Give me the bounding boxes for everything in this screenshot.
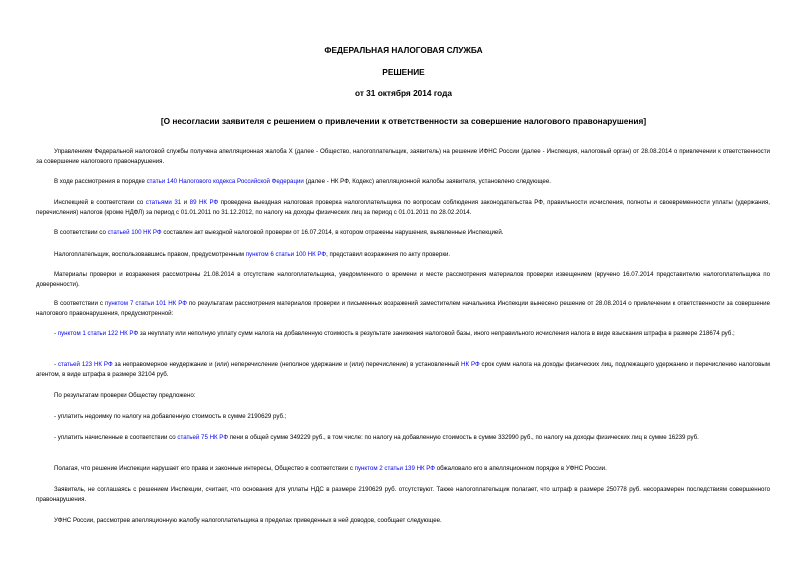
link-article-89[interactable]: 89 НК РФ xyxy=(189,199,219,206)
paragraph-pay-penalties: - уплатить начисленные в соответствии со статьей 75 НК РФ пени в общей сумме 349229 руб., в том числе: по налогу на добавленную стоимость в сумме 332990 руб., по налогу на доходы физических лиц в сумме 16239 руб. xyxy=(54,434,699,441)
document-subject: [О несогласии заявителя с решением о привлечении к ответственности за совершение налогового правонарушения] xyxy=(160,116,647,126)
link-article-140[interactable]: статьи 140 Налогового кодекса Российской Федерации xyxy=(146,178,304,185)
paragraph-complaint-received: Управлением Федеральной налоговой службы получена апелляционная жалоба X (далее - Общество, налогоплательщик, заявитель) на решение ИФНС России (далее - Инспекция, налоговый орган) от 28.08.2014 о привлечении к ответственности за совершение налогового правонарушения. xyxy=(36,148,770,165)
link-article-123[interactable]: статьей 123 НК РФ xyxy=(57,361,113,368)
link-article-31[interactable]: статьями 31 xyxy=(145,199,182,206)
paragraph-audit-act: В соответствии со статьей 100 НК РФ составлен акт выездной налоговой проверки от 16.07.2014, в котором отражены нарушения, выявленные Инспекцией. xyxy=(54,229,504,236)
link-article-122[interactable]: пунктом 1 статьи 122 НК РФ xyxy=(57,330,139,337)
paragraph-materials-reviewed: Материалы проверки и возражения рассмотрены 21.08.2014 в отсутствие налогоплательщика, уведомленного о времени и месте рассмотрения материалов проверки извещением (вручено 16.07.2014 представителю налогоплательщика по доверенности). xyxy=(36,271,770,288)
paragraph-decision: В соответствии с пунктом 7 статьи 101 НК РФ по результатам рассмотрения материалов проверки и письменных возражений заместителем начальника Инспекции вынесено решение от 28.08.2014 о привлечении к ответственности за совершение налогового правонарушения, предусмотренной: xyxy=(36,300,771,317)
paragraph-liability-122: - пунктом 1 статьи 122 НК РФ за неуплату или неполную уплату сумм налога на добавленную стоимость в результате занижения налоговой базы, иного неправильного исчисления налога в виде взыскания штрафа в размере 218674 руб.; xyxy=(54,330,735,337)
link-article-75[interactable]: статьей 75 НК РФ xyxy=(177,434,228,441)
paragraph-ufns-review: УФНС России, рассмотрев апелляционную жалобу налогоплательщика в пределах приведенных в ней доводов, сообщает следующее. xyxy=(54,517,442,524)
link-tax-code[interactable]: НК РФ xyxy=(461,361,480,368)
paragraph-proposed: По результатам проверки Обществу предложено: xyxy=(54,392,196,399)
paragraph-objections: Налогоплательщик, воспользовавшись правом, предусмотренным пунктом 6 статьи 100 НК РФ, представил возражения по акту проверки. xyxy=(54,251,451,258)
paragraph-applicant-position: Заявитель, не соглашаясь с решением Инспекции, считает, что основания для уплаты НДС в размере 2190629 руб. отсутствуют. Также налогоплательщик полагает, что штраф в размере 250778 руб. несоразмерен последствиям совершенного правонарушения. xyxy=(36,486,770,503)
link-article-139-p2[interactable]: пунктом 2 статьи 139 НК РФ xyxy=(354,465,435,472)
paragraph-pay-arrears: - уплатить недоимку по налогу на добавленную стоимость в сумме 2190629 руб.; xyxy=(54,413,287,420)
paragraph-liability-123: - статьей 123 НК РФ за неправомерное неудержание и (или) неперечисление (неполное удержание и (или) перечисление) в установленный НК РФ срок сумм налога на доходы физических лиц, подлежащего удержанию и перечислению налоговым агентом, в виде штрафа в размере 32104 руб. xyxy=(36,361,770,378)
document-type: РЕШЕНИЕ xyxy=(382,67,425,77)
link-article-100[interactable]: статьей 100 НК РФ xyxy=(107,229,162,236)
paragraph-field-audit: Инспекцией в соответствии со статьями 31 и 89 НК РФ проведена выездная налоговая проверка налогоплательщика по вопросам соблюдения законодательства РФ, правильности исчисления, полноты и своевременности уплаты (удержания, перечисления) налогов (кроме НДФЛ) за период с 01.01.2011 по 31.12.2012, по налогу на доходы физических лиц за период с 01.01.2011 по 28.02.2014. xyxy=(36,199,770,216)
paragraph-appeal: Полагая, что решение Инспекции нарушает его права и законные интересы, Общество в соответствии с пунктом 2 статьи 139 НК РФ обжаловало его в апелляционном порядке в УФНС России. xyxy=(54,465,607,472)
agency-title: ФЕДЕРАЛЬНАЯ НАЛОГОВАЯ СЛУЖБА xyxy=(324,45,483,55)
document-date: от 31 октября 2014 года xyxy=(354,88,453,98)
link-article-101-p7[interactable]: пунктом 7 статьи 101 НК РФ xyxy=(105,300,187,307)
link-article-100-p6[interactable]: пунктом 6 статьи 100 НК РФ xyxy=(245,251,327,258)
paragraph-review-procedure: В ходе рассмотрения в порядке статьи 140 Налогового кодекса Российской Федерации (далее - НК РФ, Кодекс) апелляционной жалобы заявителя, установлено следующее. xyxy=(54,178,551,185)
